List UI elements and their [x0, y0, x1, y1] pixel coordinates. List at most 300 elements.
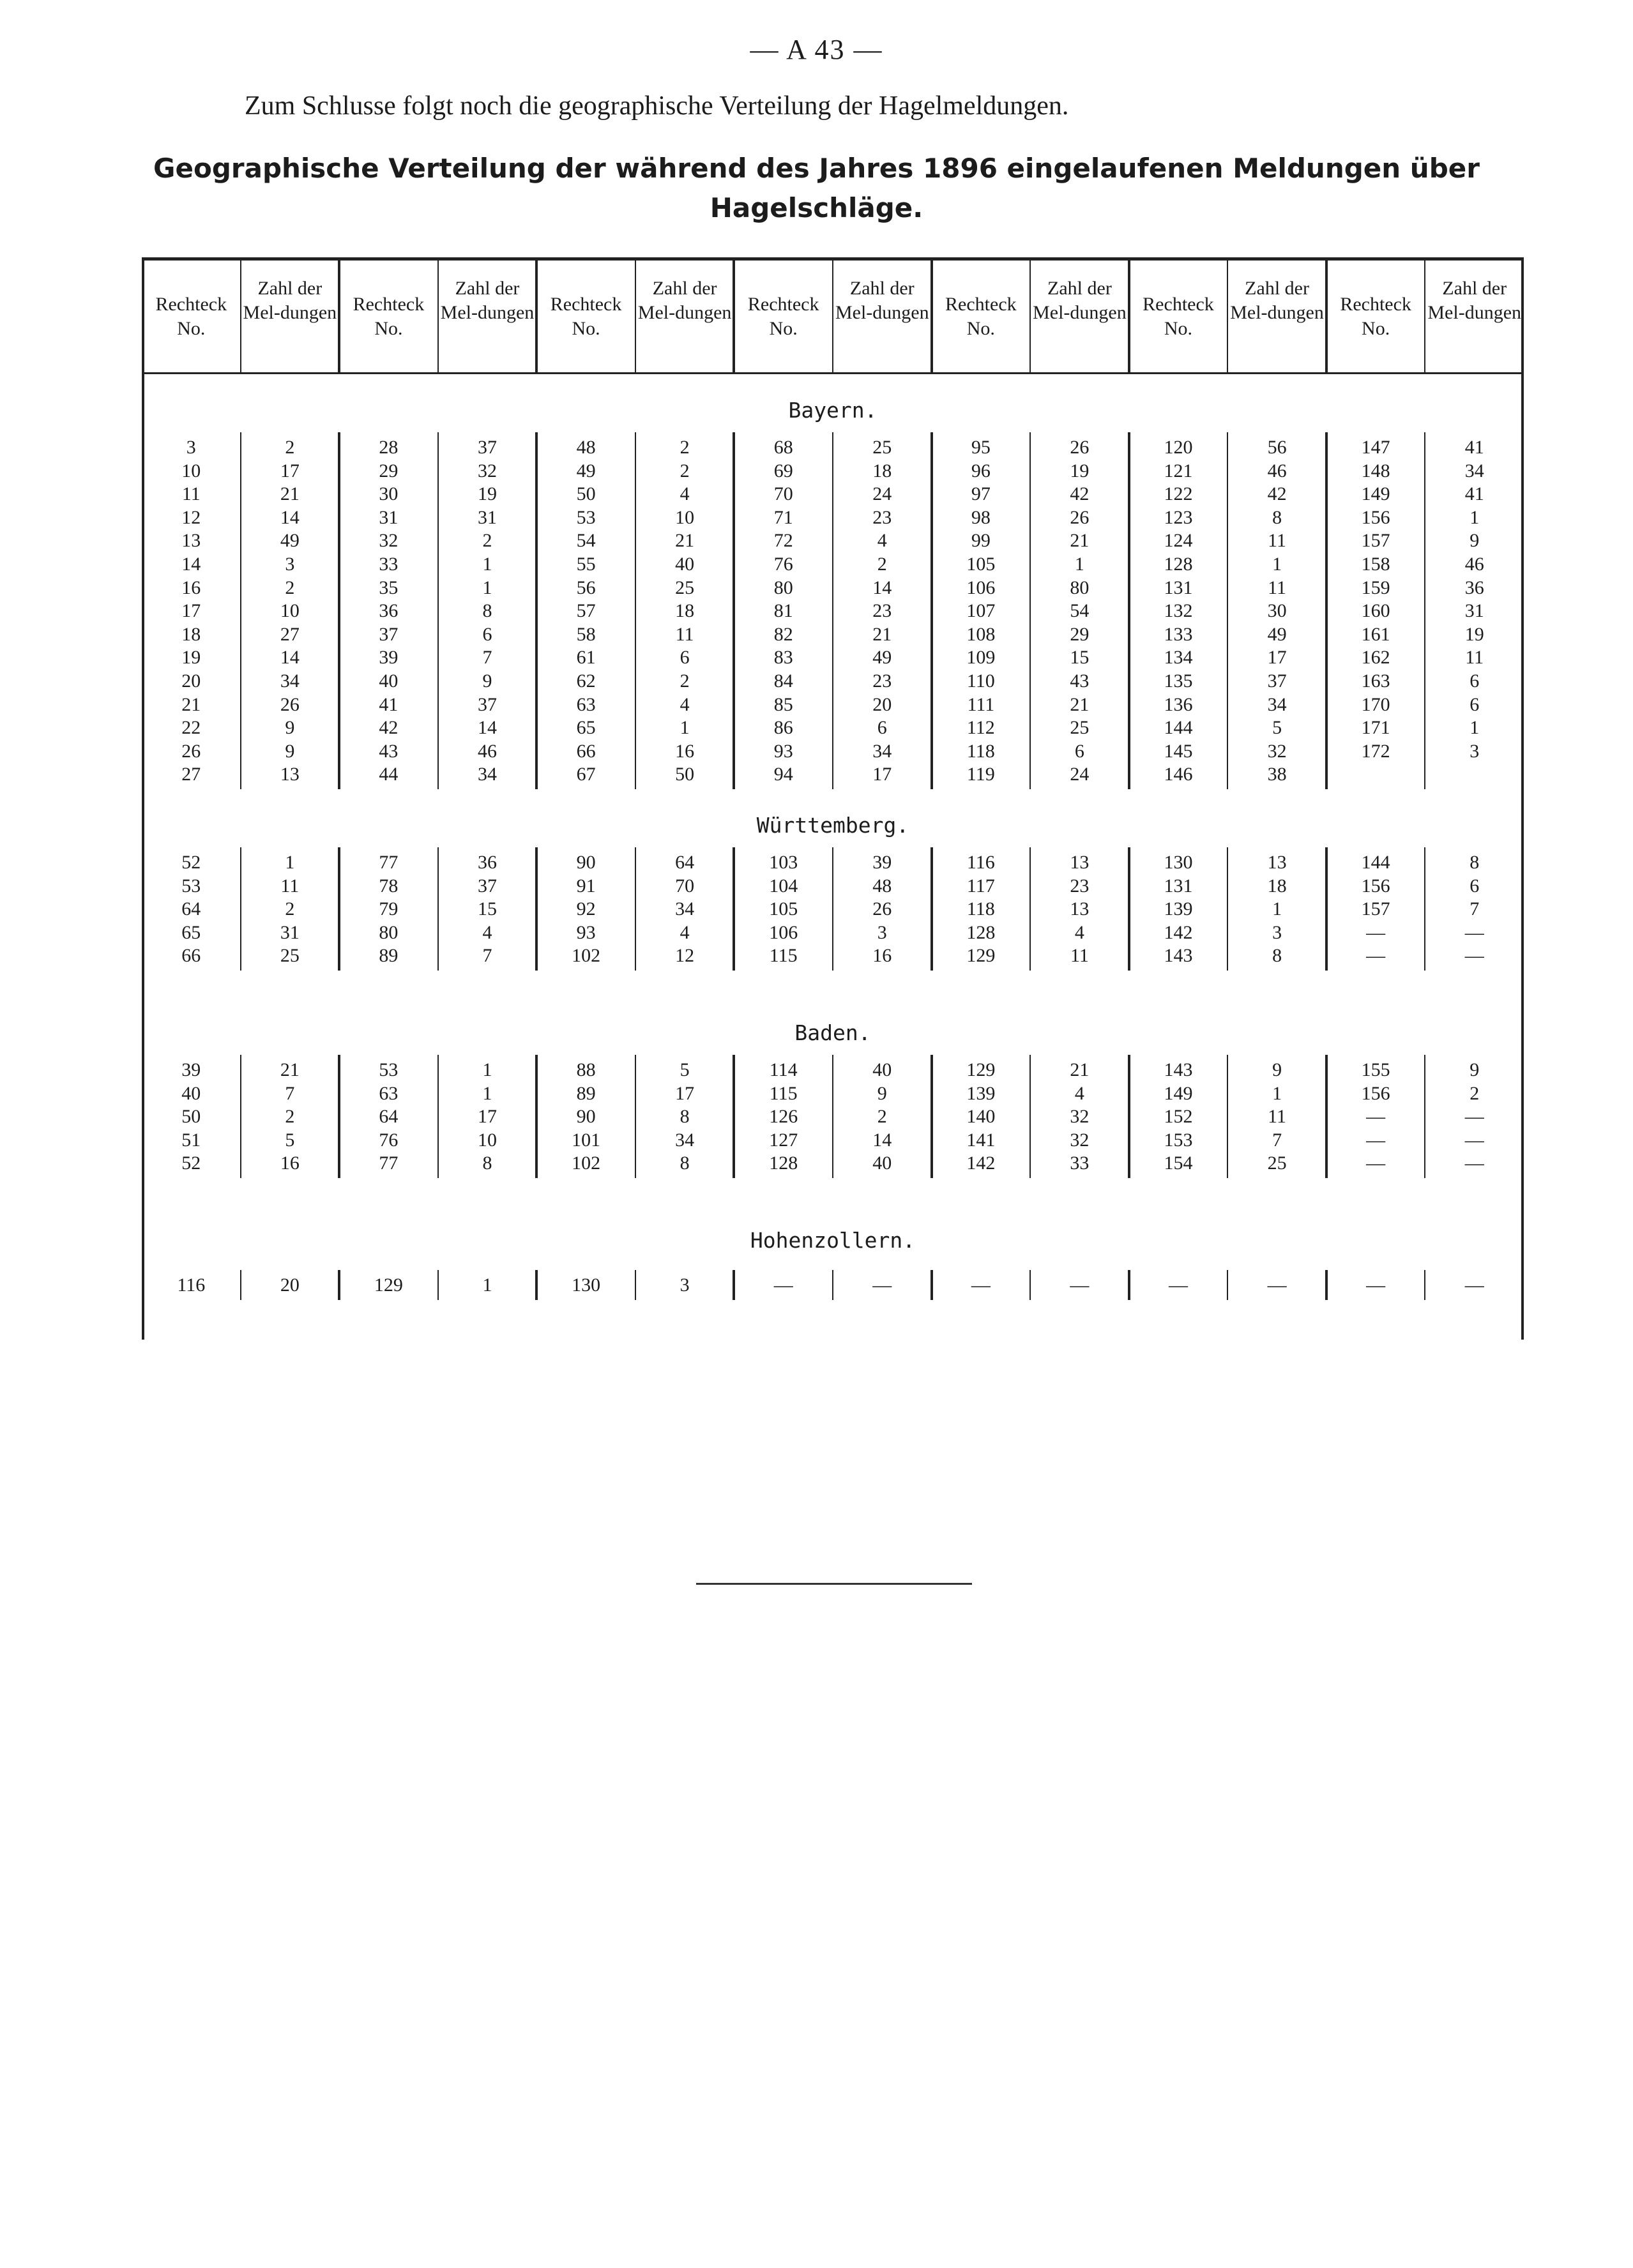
report-count: 4 — [1074, 921, 1084, 943]
rechteck-number: 120 — [1164, 437, 1193, 458]
report-count: 56 — [1267, 437, 1287, 458]
rechteck-number: 147 — [1361, 437, 1390, 458]
header-group-divider — [1325, 257, 1328, 372]
header-pair-divider — [1424, 257, 1425, 372]
rechteck-number: 3 — [186, 437, 196, 458]
report-count: 25 — [1070, 717, 1090, 739]
rechteck-number: 39 — [181, 1059, 201, 1080]
report-count: 2 — [285, 898, 295, 920]
rechteck-number: — — [773, 1274, 793, 1296]
report-count: 9 — [285, 740, 295, 762]
report-count: 14 — [280, 647, 300, 669]
rechteck-number: 97 — [971, 483, 991, 505]
report-count: 21 — [1070, 530, 1090, 552]
report-count: 3 — [1272, 921, 1282, 943]
rechteck-number: 135 — [1164, 670, 1193, 692]
header-rechteck: Rechteck No. — [945, 294, 1017, 339]
rechteck-number: 116 — [966, 852, 995, 873]
report-count: 24 — [1070, 764, 1090, 785]
header-pair-divider — [1029, 257, 1031, 372]
rechteck-number: 21 — [181, 693, 201, 715]
rechteck-number: 27 — [181, 764, 201, 785]
rechteck-number: 93 — [576, 921, 596, 943]
report-count: 41 — [1464, 483, 1484, 505]
rechteck-number: 70 — [773, 483, 793, 505]
rechteck-number: 142 — [1164, 921, 1193, 943]
report-count: 70 — [675, 875, 695, 896]
rechteck-number: 129 — [966, 945, 996, 967]
report-count: 1 — [482, 1274, 492, 1296]
rechteck-number: 109 — [966, 647, 996, 669]
header-zahl: Zahl der Mel-dungen — [835, 278, 929, 323]
report-count: 31 — [477, 506, 497, 528]
header-rechteck: Rechteck No. — [1340, 294, 1411, 339]
report-count: 9 — [1470, 1059, 1480, 1080]
rechteck-number: 26 — [181, 740, 201, 762]
rechteck-number: 13 — [181, 530, 201, 552]
rechteck-number: 64 — [181, 898, 201, 920]
header-pair-divider — [437, 257, 439, 372]
rechteck-number: — — [1366, 1129, 1386, 1151]
report-count: 25 — [1267, 1153, 1287, 1174]
report-count: 9 — [877, 1082, 887, 1104]
rechteck-number: 131 — [1164, 875, 1193, 896]
report-count: 1 — [482, 554, 492, 575]
rechteck-number: 96 — [971, 460, 991, 481]
report-count: 1 — [1074, 554, 1084, 575]
rechteck-number: 58 — [576, 623, 596, 645]
report-count: 7 — [1272, 1129, 1282, 1151]
report-count: 25 — [675, 577, 695, 598]
rechteck-number: 63 — [379, 1082, 399, 1104]
report-count: 6 — [482, 623, 492, 645]
report-count: — — [1464, 945, 1484, 967]
report-count: 23 — [872, 670, 892, 692]
hail-reports-table — [142, 257, 1524, 1340]
report-count: — — [1464, 1129, 1484, 1151]
report-count: 42 — [1070, 483, 1090, 505]
report-count: 4 — [877, 530, 887, 552]
report-count: 6 — [1074, 740, 1084, 762]
rechteck-number: 131 — [1164, 577, 1193, 598]
report-count: 11 — [675, 623, 694, 645]
rechteck-number: 56 — [576, 577, 596, 598]
report-count: 4 — [680, 483, 690, 505]
rechteck-number: 161 — [1361, 623, 1390, 645]
report-count: 2 — [1470, 1082, 1480, 1104]
report-count: 16 — [280, 1153, 300, 1174]
report-count: 34 — [675, 898, 695, 920]
header-group-divider — [535, 257, 538, 372]
report-count: 26 — [872, 898, 892, 920]
rechteck-number: 78 — [379, 875, 399, 896]
report-count: 80 — [1070, 577, 1090, 598]
report-count: 23 — [872, 600, 892, 622]
rechteck-number: 127 — [769, 1129, 798, 1151]
rechteck-number: 163 — [1361, 670, 1390, 692]
header-pair-divider — [635, 257, 636, 372]
report-count: — — [1070, 1274, 1090, 1296]
report-count: 9 — [285, 717, 295, 739]
rechteck-number: 134 — [1164, 647, 1193, 669]
report-count: 30 — [1267, 600, 1287, 622]
report-count: 19 — [1464, 623, 1484, 645]
rechteck-number: 40 — [181, 1082, 201, 1104]
report-count: 1 — [1470, 717, 1480, 739]
report-count: 4 — [680, 693, 690, 715]
rechteck-number: 68 — [773, 437, 793, 458]
header-rechteck: Rechteck No. — [550, 294, 622, 339]
report-count: 9 — [1272, 1059, 1282, 1080]
report-count: 1 — [1470, 506, 1480, 528]
report-count: 3 — [1470, 740, 1480, 762]
rechteck-number: 111 — [967, 693, 995, 715]
report-count: 49 — [1267, 623, 1287, 645]
report-count: 19 — [1070, 460, 1090, 481]
rechteck-number: 80 — [379, 921, 399, 943]
rechteck-number: 90 — [576, 852, 596, 873]
report-count: 64 — [675, 852, 695, 873]
rechteck-number: 153 — [1164, 1129, 1193, 1151]
rechteck-number: 98 — [971, 506, 991, 528]
header-group-divider — [930, 257, 933, 372]
report-count: 23 — [1070, 875, 1090, 896]
rechteck-number: 42 — [379, 717, 399, 739]
report-count: 18 — [675, 600, 695, 622]
report-count: — — [1464, 1153, 1484, 1174]
report-count: 15 — [1070, 647, 1090, 669]
report-count: 21 — [872, 623, 892, 645]
report-count: 38 — [1267, 764, 1287, 785]
header-group-divider — [733, 257, 735, 372]
report-count: 23 — [872, 506, 892, 528]
rechteck-number: 144 — [1164, 717, 1193, 739]
rechteck-number: 118 — [966, 898, 995, 920]
rechteck-number: — — [971, 1274, 991, 1296]
rechteck-number: 90 — [576, 1106, 596, 1128]
report-count: 15 — [477, 898, 497, 920]
report-count: 8 — [1272, 506, 1282, 528]
rechteck-number: 63 — [576, 693, 596, 715]
rechteck-number: 36 — [379, 600, 399, 622]
rechteck-number: 143 — [1164, 1059, 1193, 1080]
report-count: 31 — [1464, 600, 1484, 622]
report-count: 48 — [872, 875, 892, 896]
rechteck-number: 110 — [966, 670, 995, 692]
rechteck-number: 11 — [181, 483, 201, 505]
rechteck-number: 89 — [379, 945, 399, 967]
header-rechteck: Rechteck No. — [353, 294, 425, 339]
report-count: 13 — [1070, 898, 1090, 920]
report-count: 2 — [285, 577, 295, 598]
header-rechteck: Rechteck No. — [1143, 294, 1214, 339]
rechteck-number: 115 — [769, 1082, 798, 1104]
report-count: 17 — [1267, 647, 1287, 669]
rechteck-number: 52 — [181, 1153, 201, 1174]
report-count: 46 — [477, 740, 497, 762]
report-count: 41 — [1464, 437, 1484, 458]
report-count: 17 — [477, 1106, 497, 1128]
rechteck-number: 65 — [181, 921, 201, 943]
rechteck-number: 129 — [374, 1274, 403, 1296]
header-rechteck: Rechteck No. — [747, 294, 819, 339]
rechteck-number: — — [1366, 945, 1386, 967]
rechteck-number: 40 — [379, 670, 399, 692]
report-count: 13 — [1070, 852, 1090, 873]
report-count: 2 — [285, 437, 295, 458]
report-count: 1 — [482, 577, 492, 598]
rechteck-number: — — [1366, 1106, 1386, 1128]
report-count: 34 — [1267, 693, 1287, 715]
report-count: 31 — [280, 921, 300, 943]
report-count: 8 — [482, 1153, 492, 1174]
rechteck-number: 14 — [181, 554, 201, 575]
report-count: 11 — [1268, 530, 1286, 552]
rechteck-number: 114 — [769, 1059, 798, 1080]
report-count: 8 — [680, 1106, 690, 1128]
rechteck-number: 32 — [379, 530, 399, 552]
rechteck-number: 53 — [576, 506, 596, 528]
rechteck-number: 145 — [1164, 740, 1193, 762]
rechteck-number: 162 — [1361, 647, 1390, 669]
report-count: — — [872, 1274, 892, 1296]
rechteck-number: — — [1366, 921, 1386, 943]
rechteck-number: 122 — [1164, 483, 1193, 505]
rechteck-number: 139 — [966, 1082, 996, 1104]
rechteck-number: 50 — [181, 1106, 201, 1128]
report-count: 27 — [280, 623, 300, 645]
report-count: 1 — [482, 1059, 492, 1080]
rechteck-number: 106 — [769, 921, 798, 943]
rechteck-number: 130 — [1164, 852, 1193, 873]
report-count: 26 — [1070, 437, 1090, 458]
rechteck-number: 142 — [966, 1153, 996, 1174]
rechteck-number: 146 — [1164, 764, 1193, 785]
report-count: 9 — [482, 670, 492, 692]
report-count: 18 — [1267, 875, 1287, 896]
region-title: Baden. — [794, 1020, 871, 1045]
rechteck-number: 157 — [1361, 898, 1390, 920]
report-count: 2 — [482, 530, 492, 552]
report-count: 7 — [285, 1082, 295, 1104]
report-count: 32 — [477, 460, 497, 481]
report-count: 11 — [1465, 647, 1484, 669]
rechteck-number: 64 — [379, 1106, 399, 1128]
rechteck-number: 128 — [769, 1153, 798, 1174]
rechteck-number: 123 — [1164, 506, 1193, 528]
rechteck-number: 115 — [769, 945, 798, 967]
rechteck-number: 126 — [769, 1106, 798, 1128]
rechteck-number: 62 — [576, 670, 596, 692]
report-count: 17 — [675, 1082, 695, 1104]
rechteck-number: 105 — [769, 898, 798, 920]
rechteck-number: 71 — [773, 506, 793, 528]
rechteck-number: 157 — [1361, 530, 1390, 552]
rechteck-number: 140 — [966, 1106, 996, 1128]
report-count: 1 — [285, 852, 295, 873]
rechteck-number: 132 — [1164, 600, 1193, 622]
rechteck-number: 28 — [379, 437, 399, 458]
report-count: 7 — [1470, 898, 1480, 920]
report-count: 20 — [280, 1274, 300, 1296]
rechteck-number: 112 — [966, 717, 995, 739]
header-zahl: Zahl der Mel-dungen — [440, 278, 535, 323]
report-count: 37 — [477, 875, 497, 896]
report-count: 24 — [872, 483, 892, 505]
report-count: 6 — [877, 717, 887, 739]
rechteck-number: 133 — [1164, 623, 1193, 645]
rechteck-number: 128 — [966, 921, 996, 943]
report-count: 2 — [680, 670, 690, 692]
report-count: 49 — [280, 530, 300, 552]
rechteck-number: 94 — [773, 764, 793, 785]
rechteck-number: 155 — [1361, 1059, 1390, 1080]
rechteck-number: 156 — [1361, 875, 1390, 896]
report-count: 13 — [280, 764, 300, 785]
report-count: — — [1267, 1274, 1287, 1296]
report-count: 7 — [482, 945, 492, 967]
rechteck-number: 39 — [379, 647, 399, 669]
report-count: 11 — [1268, 577, 1286, 598]
rechteck-number: 91 — [576, 875, 596, 896]
rechteck-number: — — [1366, 1274, 1386, 1296]
report-count: 21 — [280, 1059, 300, 1080]
report-count: 8 — [680, 1153, 690, 1174]
rechteck-number: 156 — [1361, 1082, 1390, 1104]
report-count: 32 — [1070, 1129, 1090, 1151]
report-count: 1 — [1272, 1082, 1282, 1104]
report-count: 17 — [280, 460, 300, 481]
header-rechteck: Rechteck No. — [155, 294, 227, 339]
rechteck-number: 76 — [379, 1129, 399, 1151]
report-count: 3 — [680, 1274, 690, 1296]
rechteck-number: 148 — [1361, 460, 1390, 481]
report-count: 2 — [680, 437, 690, 458]
report-count: 3 — [877, 921, 887, 943]
rechteck-number: 92 — [576, 898, 596, 920]
rechteck-number: 103 — [769, 852, 798, 873]
rechteck-number: 79 — [379, 898, 399, 920]
rechteck-number: 143 — [1164, 945, 1193, 967]
header-pair-divider — [240, 257, 241, 372]
report-count: 4 — [680, 921, 690, 943]
region-title: Württemberg. — [756, 813, 909, 838]
report-count: 34 — [1464, 460, 1484, 481]
rechteck-number: 77 — [379, 1153, 399, 1174]
rechteck-number: 81 — [773, 600, 793, 622]
report-count: — — [1464, 921, 1484, 943]
rechteck-number: 129 — [966, 1059, 996, 1080]
report-count: 42 — [1267, 483, 1287, 505]
report-count: 11 — [280, 875, 300, 896]
report-count: 8 — [482, 600, 492, 622]
header-group-divider — [338, 257, 340, 372]
rechteck-number: 85 — [773, 693, 793, 715]
rechteck-number: 76 — [773, 554, 793, 575]
report-count: 34 — [477, 764, 497, 785]
report-count: 11 — [1070, 945, 1089, 967]
report-count: 4 — [1074, 1082, 1084, 1104]
report-count: 36 — [477, 852, 497, 873]
rechteck-number: 82 — [773, 623, 793, 645]
report-count: 5 — [680, 1059, 690, 1080]
rechteck-number: 66 — [181, 945, 201, 967]
report-count: 19 — [477, 483, 497, 505]
rechteck-number: 84 — [773, 670, 793, 692]
rechteck-number: 139 — [1164, 898, 1193, 920]
report-count: 21 — [1070, 1059, 1090, 1080]
rechteck-number: 66 — [576, 740, 596, 762]
report-count: 40 — [872, 1153, 892, 1174]
rechteck-number: 18 — [181, 623, 201, 645]
report-count: 16 — [872, 945, 892, 967]
rechteck-number: 50 — [576, 483, 596, 505]
region-title: Bayern. — [788, 398, 877, 423]
report-count: — — [1464, 1274, 1484, 1296]
rechteck-number: 108 — [966, 623, 996, 645]
report-count: 26 — [1070, 506, 1090, 528]
report-count: 18 — [872, 460, 892, 481]
report-count: 14 — [280, 506, 300, 528]
report-count: 5 — [1272, 717, 1282, 739]
report-count: 32 — [1267, 740, 1287, 762]
header-group-divider — [1128, 257, 1130, 372]
rechteck-number: 119 — [966, 764, 995, 785]
rechteck-number: 57 — [576, 600, 596, 622]
report-count: 33 — [1070, 1153, 1090, 1174]
report-count: 34 — [872, 740, 892, 762]
report-count: 49 — [872, 647, 892, 669]
report-count: 14 — [477, 717, 497, 739]
report-count: 29 — [1070, 623, 1090, 645]
rechteck-number: 156 — [1361, 506, 1390, 528]
rechteck-number: 149 — [1361, 483, 1390, 505]
page-number: — A 43 — — [750, 34, 883, 65]
report-count: 46 — [1267, 460, 1287, 481]
rechteck-number: 154 — [1164, 1153, 1193, 1174]
report-count: 37 — [1267, 670, 1287, 692]
rechteck-number: 69 — [773, 460, 793, 481]
report-count: 3 — [285, 554, 295, 575]
rechteck-number: 29 — [379, 460, 399, 481]
rechteck-number: 130 — [572, 1274, 601, 1296]
report-count: — — [1464, 1106, 1484, 1128]
region-title: Hohenzollern. — [750, 1228, 916, 1253]
report-count: 25 — [280, 945, 300, 967]
report-count: 21 — [280, 483, 300, 505]
rechteck-number: 102 — [572, 945, 601, 967]
header-pair-divider — [1227, 257, 1228, 372]
rechteck-number: 17 — [181, 600, 201, 622]
header-zahl: Zahl der Mel-dungen — [1230, 278, 1324, 323]
rechteck-number: 124 — [1164, 530, 1193, 552]
report-count: 34 — [675, 1129, 695, 1151]
rechteck-number: 19 — [181, 647, 201, 669]
rechteck-number: — — [1366, 1153, 1386, 1174]
report-count: 26 — [280, 693, 300, 715]
report-count: 2 — [680, 460, 690, 481]
rechteck-number: 171 — [1361, 717, 1390, 739]
table-title: Geographische Verteilung der während des Jahres 1896 eingelaufenen Meldungen über Hagelschläge. — [153, 153, 1480, 223]
rechteck-number: 101 — [572, 1129, 601, 1151]
rechteck-number: 128 — [1164, 554, 1193, 575]
report-count: 8 — [1470, 852, 1480, 873]
rechteck-number: 41 — [379, 693, 399, 715]
rechteck-number: 65 — [576, 717, 596, 739]
end-rule — [696, 1583, 972, 1585]
report-count: 10 — [675, 506, 695, 528]
header-zahl: Zahl der Mel-dungen — [1033, 278, 1127, 323]
